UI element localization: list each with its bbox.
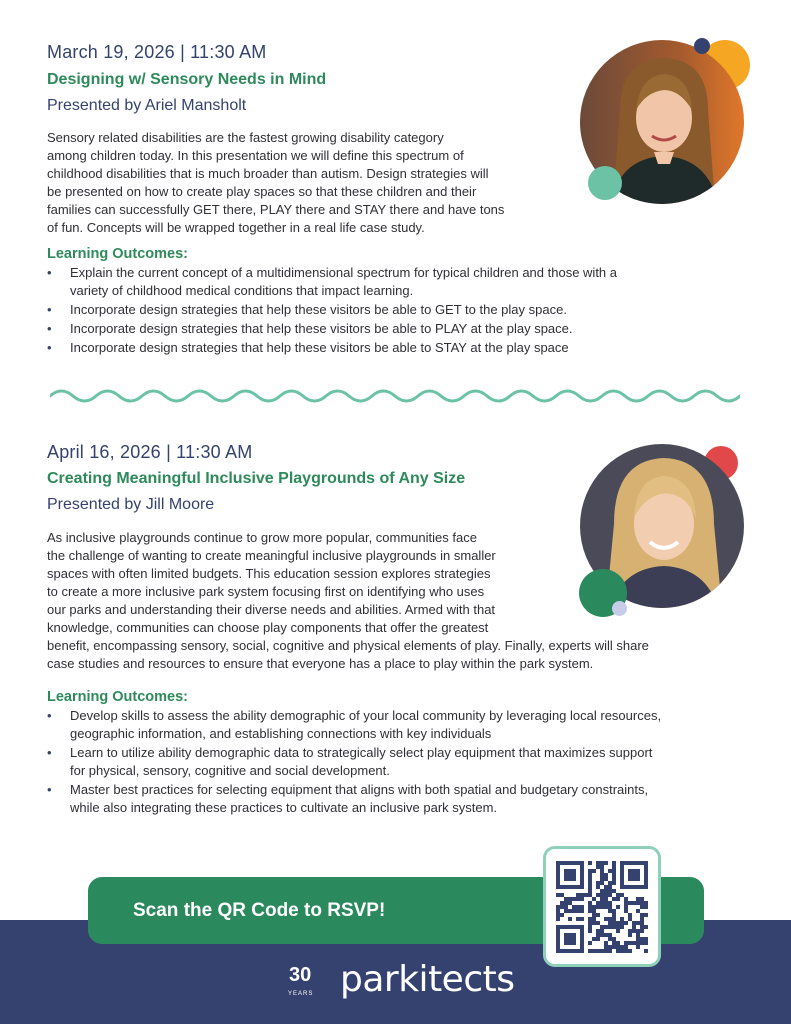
- outcome-item: [47, 301, 747, 319]
- session1-presenter: Presented by Ariel Mansholt: [47, 97, 247, 114]
- logo-wordmark: parkitects: [340, 959, 515, 1000]
- session2-title: Creating Meaningful Inclusive Playgrounds of Any Size: [47, 470, 466, 487]
- qr-code-image: [556, 861, 648, 953]
- logo-30-number: 30: [289, 964, 312, 986]
- outcome-item: [47, 264, 747, 300]
- description-line: Sensory related disabilities are the fastest growing disability category: [47, 130, 444, 145]
- outcome-line: • Incorporate design strategies that help these visitors be able to GET to the play space.: [70, 302, 567, 317]
- session2-presenter: Presented by Jill Moore: [47, 496, 215, 513]
- outcome-line: while also integrating these practices to cultivate an inclusive park system.: [70, 800, 498, 815]
- description-line: be presented on how to create play spaces so that these children and their: [47, 184, 477, 199]
- outcome-line: • Develop skills to assess the ability demographic of your local community by leveraging local resources,: [70, 708, 662, 723]
- outcome-line: • Master best practices for selecting equipment that aligns with both spatial and budgetary constraints,: [70, 782, 649, 797]
- decor-lavender-dot: [612, 601, 627, 616]
- outcome-item: [47, 781, 757, 817]
- description-line: among children today. In this presentation we will define this spectrum of: [47, 148, 464, 163]
- outcome-line: • Learn to utilize ability demographic data to strategically select play equipment that maximizes support: [70, 745, 653, 760]
- session1-description: [47, 129, 567, 237]
- outcome-item: [47, 320, 747, 338]
- decor-navy-dot: [694, 38, 710, 54]
- outcome-line: for physical, sensory, cognitive and social development.: [70, 763, 390, 778]
- outcome-item: [47, 744, 757, 780]
- description-line: families can successfully GET there, PLAY there and STAY there and have tons: [47, 202, 505, 217]
- description-line: our parks and understanding their diverse needs and abilities. Armed with that: [47, 602, 496, 617]
- session1-date: March 19, 2026 | 11:30 AM: [47, 42, 267, 62]
- description-line: the challenge of wanting to create meaningful inclusive playgrounds in smaller: [47, 548, 496, 563]
- description-line: benefit, encompassing sensory, social, cognitive and physical elements of play. Finally, experts will share: [47, 638, 649, 653]
- outcome-line: • Explain the current concept of a multidimensional spectrum for typical children and those with a: [70, 265, 618, 280]
- description-line: of fun. Concepts will be wrapped together in a real life case study.: [47, 220, 425, 235]
- qr-code[interactable]: [543, 846, 661, 967]
- session1-outcomes-list: [47, 264, 747, 358]
- description-line: knowledge, communities can choose play components that offer the greatest: [47, 620, 489, 635]
- description-line: childhood disabilities that is much broader than autism. Design strategies will: [47, 166, 489, 181]
- decor-mint-circle: [588, 166, 622, 200]
- outcome-item: [47, 339, 747, 357]
- description-line: to create a more inclusive park system focusing first on identifying who uses: [47, 584, 485, 599]
- outcome-item: [47, 707, 757, 743]
- description-line: case studies and resources to ensure that everyone has a place to play within the park system.: [47, 656, 594, 671]
- session1-title: Designing w/ Sensory Needs in Mind: [47, 71, 327, 88]
- description-line: As inclusive playgrounds continue to grow more popular, communities face: [47, 530, 477, 545]
- wave-divider: [50, 386, 740, 406]
- session1-outcomes-heading: Learning Outcomes:: [47, 246, 188, 262]
- outcome-line: • Incorporate design strategies that help these visitors be able to STAY at the play space: [70, 340, 569, 355]
- session2-date: April 16, 2026 | 11:30 AM: [47, 442, 253, 462]
- rsvp-label: Scan the QR Code to RSVP!: [133, 900, 386, 921]
- session2-outcomes-list: [47, 707, 757, 818]
- outcome-line: variety of childhood medical conditions that impact learning.: [70, 283, 414, 298]
- outcome-line: • Incorporate design strategies that help these visitors be able to PLAY at the play space.: [70, 321, 573, 336]
- outcome-line: geographic information, and establishing connections with key individuals: [70, 726, 492, 741]
- logo-years-label: YEARS: [288, 991, 314, 997]
- description-line: spaces with often limited budgets. This education session explores strategies: [47, 566, 491, 581]
- session2-outcomes-heading: Learning Outcomes:: [47, 689, 188, 705]
